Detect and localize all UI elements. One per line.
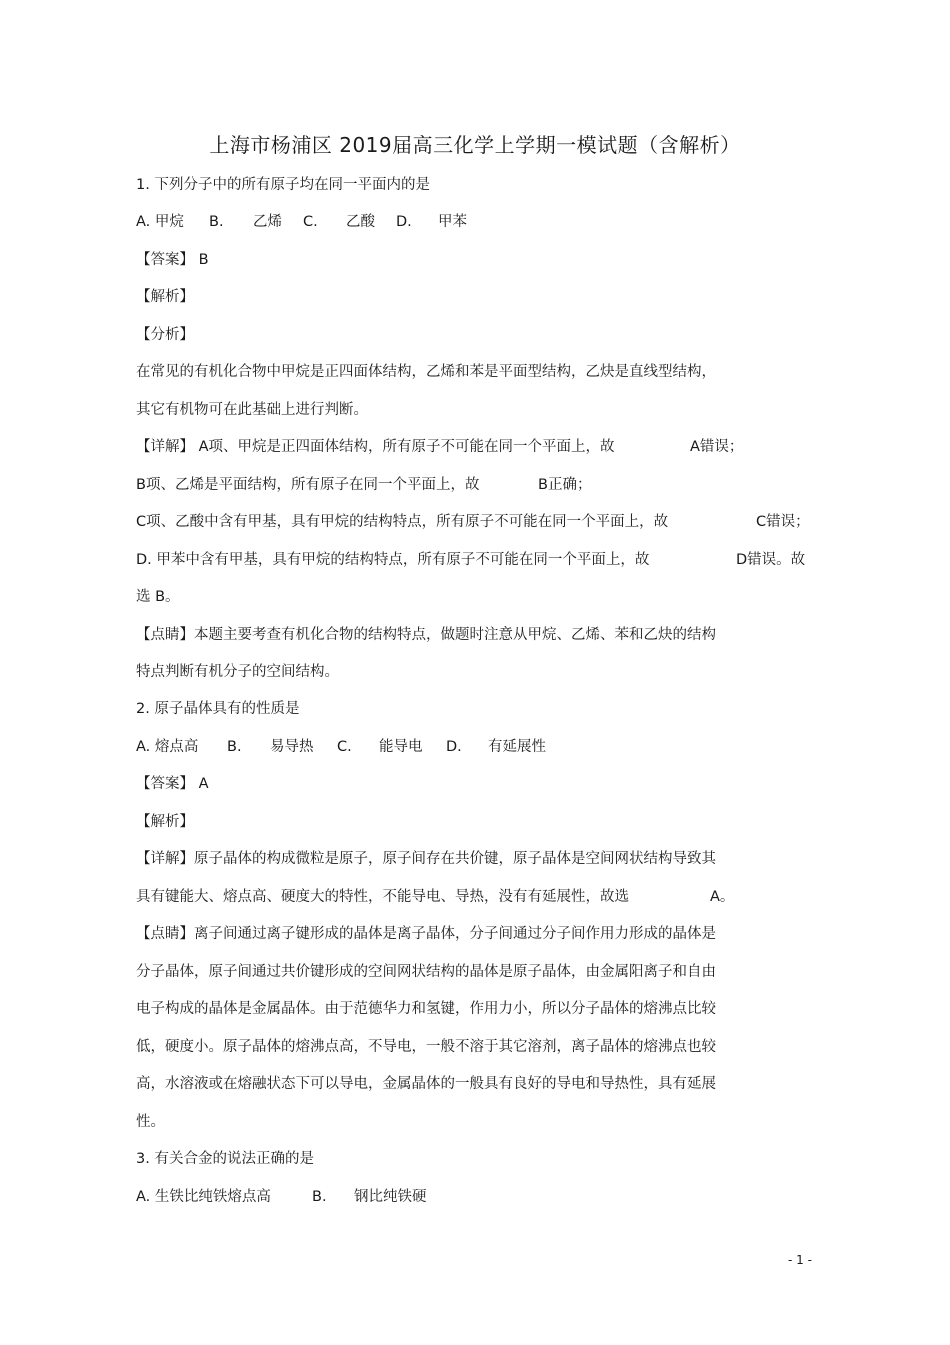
option-a: A. 生铁比纯铁熔点高: [136, 1189, 271, 1205]
paragraph: 在常见的有机化合物中甲烷是正四面体结构，乙烯和苯是平面型结构，乙炔是直线型结构，: [136, 364, 716, 380]
analysis-label: 【解析】: [136, 814, 194, 830]
detail-result: A。: [710, 889, 735, 905]
detail-result: D错误。故: [736, 552, 806, 568]
answer: 【答案】 A: [136, 776, 209, 792]
option-c-label: C.: [303, 214, 318, 230]
detail-line: [136, 438, 796, 456]
option-d-label: D.: [396, 214, 412, 230]
paragraph: 选 B。: [136, 589, 180, 605]
analysis-label: 【解析】: [136, 289, 194, 305]
question-1-stem: 1. 下列分子中的所有原子均在同一平面内的是: [136, 177, 430, 193]
question-3-options: [136, 1188, 456, 1206]
comment: 特点判断有机分子的空间结构。: [136, 664, 339, 680]
option-c-label: C.: [337, 739, 352, 755]
comment: 分子晶体，原子间通过共价键形成的空间网状结构的晶体是原子晶体，由金属阳离子和自由: [136, 964, 716, 980]
comment: 高，水溶液或在熔融状态下可以导电，金属晶体的一般具有良好的导电和导热性，具有延展: [136, 1076, 716, 1092]
page-number: - 1 -: [788, 1253, 812, 1267]
comment: 低，硬度小。原子晶体的熔沸点高，不导电，一般不溶于其它溶剂，离子晶体的熔沸点也较: [136, 1039, 716, 1055]
detail-result: B正确；: [538, 477, 592, 493]
option-d: 甲苯: [438, 214, 467, 230]
question-3-stem: 3. 有关合金的说法正确的是: [136, 1151, 314, 1167]
detail-text: B项、乙烯是平面结构，所有原子在同一个平面上，故: [136, 477, 480, 493]
detail-line: 【详解】原子晶体的构成微粒是原子，原子间存在共价键，原子晶体是空间网状结构导致其: [136, 851, 716, 867]
option-c: 能导电: [379, 739, 423, 755]
question-2-stem: 2. 原子晶体具有的性质是: [136, 701, 300, 717]
page-title: 上海市杨浦区 2019届高三化学上学期一模试题（含解析）: [209, 133, 741, 157]
detail-result: C错误；: [756, 514, 810, 530]
comment: 【点睛】离子间通过离子键形成的晶体是离子晶体，分子间通过分子间作用力形成的晶体是: [136, 926, 716, 942]
detail-line: [136, 551, 816, 569]
detail-line: [136, 513, 816, 531]
question-2-options: [136, 738, 576, 756]
detail-text: C项、乙酸中含有甲基，具有甲烷的结构特点，所有原子不可能在同一个平面上，故: [136, 514, 669, 530]
detail-result: A错误；: [690, 439, 744, 455]
option-b: 钢比纯铁硬: [354, 1189, 427, 1205]
comment: 【点睛】本题主要考查有机化合物的结构特点，做题时注意从甲烷、乙烯、苯和乙炔的结构: [136, 627, 716, 643]
comment: 电子构成的晶体是金属晶体。由于范德华力和氢键，作用力小，所以分子晶体的熔沸点比较: [136, 1001, 716, 1017]
fenxi-label: 【分析】: [136, 327, 194, 343]
option-a: A. 熔点高: [136, 739, 199, 755]
option-c: 乙酸: [346, 214, 375, 230]
detail-line: [136, 888, 756, 906]
option-a: A. 甲烷: [136, 214, 184, 230]
option-b-label: B.: [312, 1189, 327, 1205]
option-b: 乙烯: [253, 214, 282, 230]
detail-line: [136, 476, 796, 494]
option-b-label: B.: [227, 739, 242, 755]
option-b: 易导热: [270, 739, 314, 755]
option-d-label: D.: [446, 739, 462, 755]
comment: 性。: [136, 1114, 165, 1130]
detail-text: 具有键能大、熔点高、硬度大的特性，不能导电、导热，没有有延展性，故选: [136, 889, 629, 905]
detail-text: 【详解】 A项、甲烷是正四面体结构，所有原子不可能在同一个平面上，故: [136, 439, 615, 455]
detail-text: D. 甲苯中含有甲基，具有甲烷的结构特点，所有原子不可能在同一个平面上，故: [136, 552, 650, 568]
question-1-options: [136, 213, 536, 231]
option-b-label: B.: [209, 214, 224, 230]
option-d: 有延展性: [488, 739, 546, 755]
answer: 【答案】 B: [136, 252, 209, 268]
paragraph: 其它有机物可在此基础上进行判断。: [136, 402, 368, 418]
